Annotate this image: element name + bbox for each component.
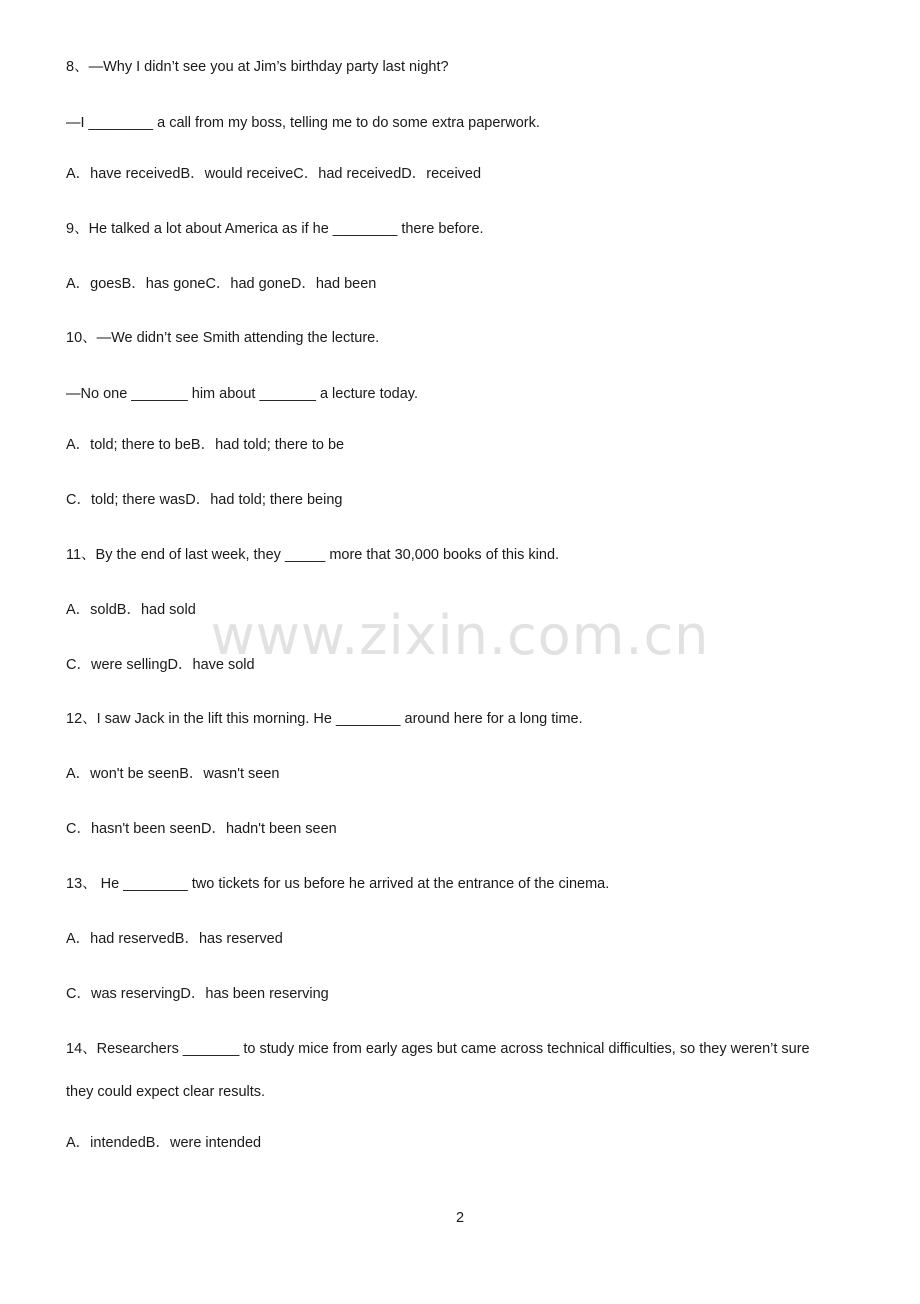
- question-12-options-ab: A．won't be seenB．wasn't seen: [66, 766, 280, 782]
- question-8-stem: 8、—Why I didn’t see you at Jim’s birthday party last night?: [66, 59, 449, 75]
- question-14-stem-continued: they could expect clear results.: [66, 1084, 266, 1100]
- question-8-options: A．have receivedB．would receiveC．had receivedD．received: [66, 166, 482, 182]
- question-9-options: A．goesB．has goneC．had goneD．had been: [66, 276, 377, 292]
- question-11-stem: 11、By the end of last week, they _____ more that 30,000 books of this kind.: [66, 547, 560, 563]
- question-12-options-cd: C．hasn't been seenD．hadn't been seen: [66, 821, 337, 837]
- watermark: www.zixin.com.cn: [210, 604, 710, 667]
- question-11-options-cd: C．were sellingD．have sold: [66, 657, 255, 673]
- question-8-reply: —I ________ a call from my boss, telling me to do some extra paperwork.: [66, 115, 540, 131]
- question-13-options-ab: A．had reservedB．has reserved: [66, 931, 283, 947]
- question-11-options-ab: A．soldB．had sold: [66, 602, 196, 618]
- question-10-options-cd: C．told; there wasD．had told; there being: [66, 492, 343, 508]
- question-14-stem: 14、Researchers _______ to study mice from early ages but came across technical difficulties, so they weren’t sure: [66, 1041, 810, 1057]
- question-12-stem: 12、I saw Jack in the lift this morning. He ________ around here for a long time.: [66, 711, 583, 727]
- question-14-options-ab: A．intendedB．were intended: [66, 1135, 262, 1151]
- question-13-stem: 13、 He ________ two tickets for us before he arrived at the entrance of the cinema.: [66, 876, 610, 892]
- question-10-stem: 10、—We didn’t see Smith attending the lecture.: [66, 330, 380, 346]
- question-13-options-cd: C．was reservingD．has been reserving: [66, 986, 329, 1002]
- page-number: 2: [455, 1210, 465, 1226]
- question-9-stem: 9、He talked a lot about America as if he ________ there before.: [66, 221, 484, 237]
- question-10-options-ab: A．told; there to beB．had told; there to be: [66, 437, 345, 453]
- question-10-reply: —No one _______ him about _______ a lecture today.: [66, 386, 419, 402]
